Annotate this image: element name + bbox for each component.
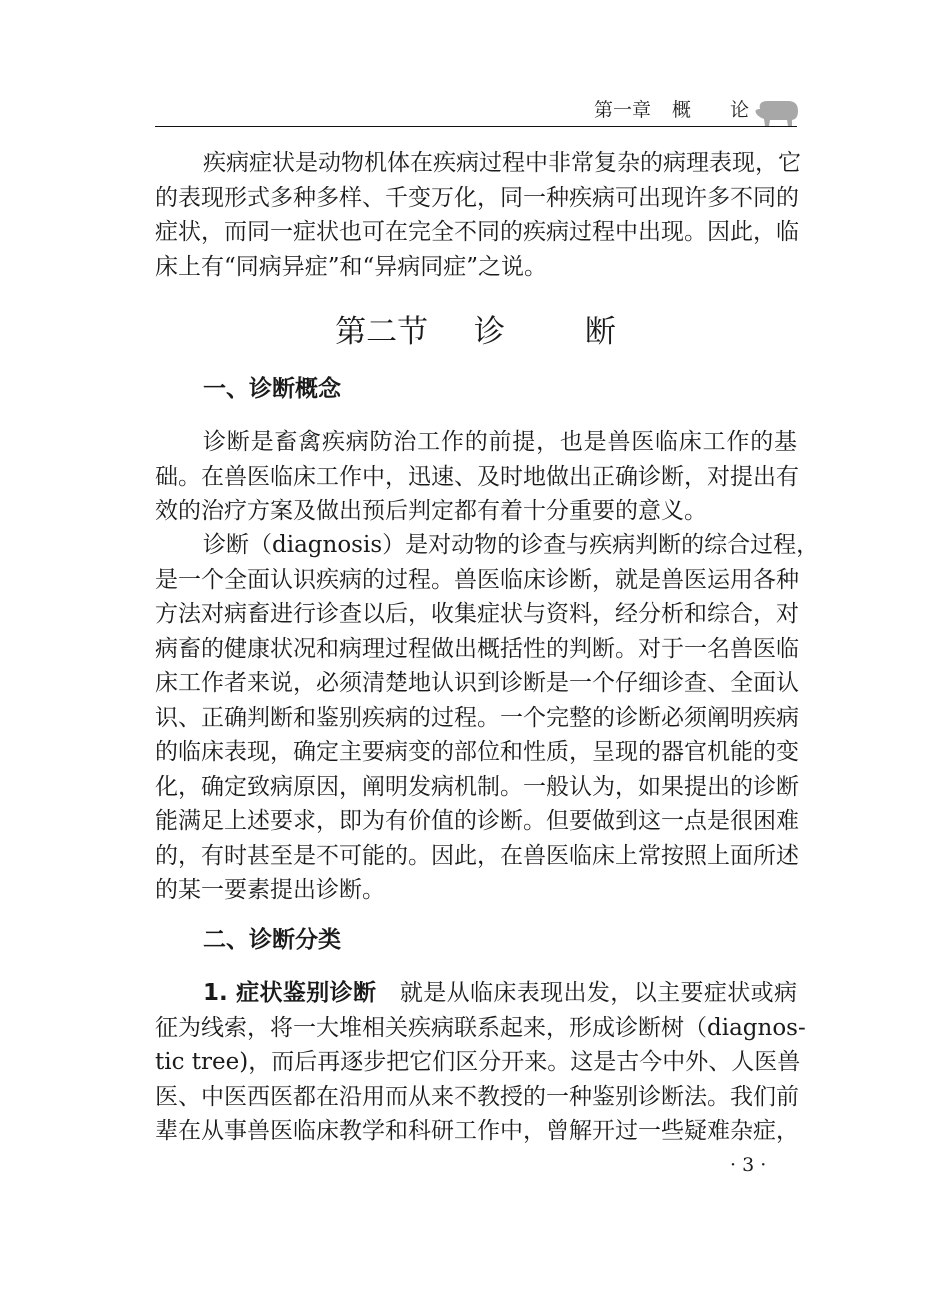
text-line: 效的治疗方案及做出预后判定都有着十分重要的意义。 — [155, 498, 707, 524]
header-rule — [155, 126, 797, 127]
running-header — [560, 94, 760, 126]
text-line: 病畜的健康状况和病理过程做出概括性的判断。对于一名兽医临 — [155, 635, 799, 662]
text-line: 症状，而同一症状也可在完全不同的疾病过程中出现。因此，临 — [155, 219, 799, 245]
text-line: 化，确定致病原因，阐明发病机制。一般认为，如果提出的诊断 — [155, 773, 799, 800]
run-in-heading: 1. 症状鉴别诊断 — [203, 980, 377, 1006]
paragraph-3 — [155, 528, 820, 908]
text-line — [155, 976, 797, 1011]
text-line: 诊断是畜禽疾病防治工作的前提，也是兽医临床工作的基 — [203, 429, 797, 455]
text-line: 的某一要素提出诊断。 — [155, 877, 385, 903]
heading-diagnosis-concept: 一、诊断概念 — [203, 376, 341, 402]
text-line: 方法对病畜进行诊查以后，收集症状与资料，经分析和综合，对 — [155, 601, 799, 627]
paragraph-1 — [155, 146, 801, 284]
section-label: 第二节 — [335, 314, 429, 350]
text-line: 床工作者来说，必须清楚地认识到诊断是一个仔细诊查、全面认 — [155, 670, 799, 696]
section-title — [0, 310, 951, 354]
text-line: 础。在兽医临床工作中，迅速、及时地做出正确诊断，对提出有 — [155, 463, 799, 490]
text-line: 是一个全面认识疾病的过程。兽医临床诊断，就是兽医运用各种 — [155, 566, 799, 593]
text-line: 疾病症状是动物机体在疾病过程中非常复杂的病理表现，它 — [203, 150, 801, 176]
text-line: 辈在从事兽医临床教学和科研工作中，曾解开过一些疑难杂症， — [155, 1118, 799, 1144]
text-line: 识、正确判断和鉴别疾病的过程。一个完整的诊断必须阐明疾病 — [155, 704, 799, 731]
paragraph-2 — [155, 425, 797, 529]
text-run: 就是从临床表现出发，以主要症状或病 — [376, 980, 798, 1006]
text-line: tic tree)，而后再逐步把它们区分开来。这是古今中外、人医兽 — [155, 1049, 801, 1075]
section-title-b: 断 — [584, 314, 616, 350]
text-line: 诊断（diagnosis）是对动物的诊查与疾病判断的综合过程， — [203, 532, 820, 558]
pig-icon — [754, 95, 800, 127]
text-line: 征为线索，将一大堆相关疾病联系起来，形成诊断树（diagnos- — [155, 1014, 806, 1041]
header-chapter: 第一章 — [594, 99, 652, 121]
text-line: 医、中医西医都在沿用而从来不教授的一种鉴别诊断法。我们前 — [155, 1083, 799, 1110]
text-line: 的表现形式多种多样、千变万化，同一种疾病可出现许多不同的 — [155, 184, 799, 211]
text-line: 的，有时甚至是不可能的。因此，在兽医临床上常按照上面所述 — [155, 842, 799, 869]
header-title-b: 论 — [730, 99, 750, 121]
text-line: 能满足上述要求，即为有价值的诊断。但要做到这一点是很困难 — [155, 808, 799, 834]
paragraph-4 — [155, 976, 806, 1149]
page-number: · 3 · — [730, 1154, 767, 1176]
text-line: 床上有“同病异症”和“异病同症”之说。 — [155, 253, 548, 280]
section-title-a: 诊 — [474, 314, 505, 350]
header-title-a: 概 — [672, 99, 692, 121]
text-line: 的临床表现，确定主要病变的部位和性质，呈现的器官机能的变 — [155, 739, 799, 765]
heading-diagnosis-classification: 二、诊断分类 — [203, 927, 341, 953]
